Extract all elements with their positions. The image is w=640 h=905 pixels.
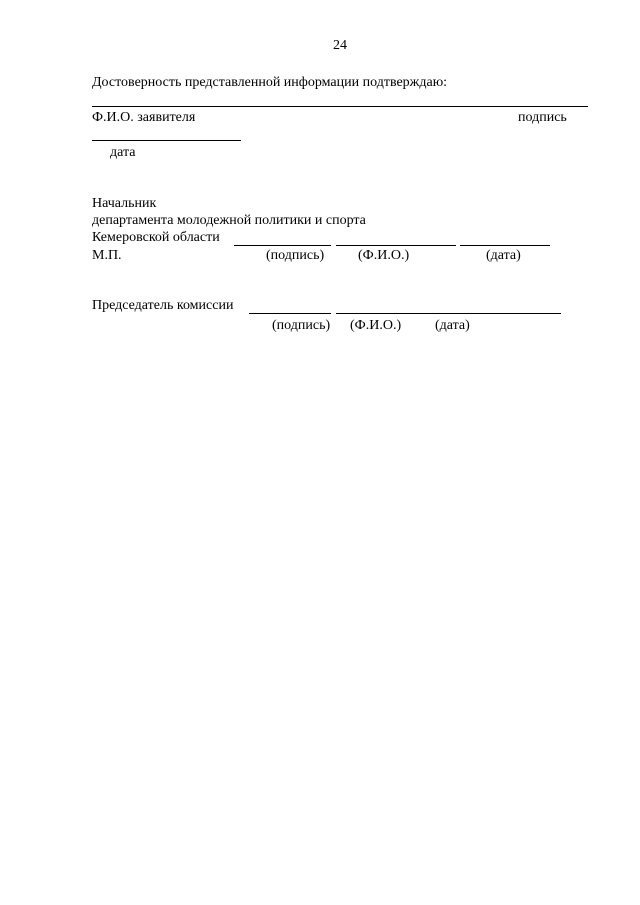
applicant-date-line	[92, 140, 241, 141]
chairman-signature-caption: (подпись)	[272, 318, 331, 333]
chairman-name-caption: (Ф.И.О.)	[350, 318, 402, 333]
applicant-line	[92, 106, 588, 107]
page-number: 24	[333, 38, 347, 53]
head-name-line	[336, 245, 456, 246]
chairman-signature-line	[249, 313, 331, 314]
head-signature-caption: (подпись)	[266, 248, 325, 263]
stamp-label: М.П.	[92, 248, 122, 263]
applicant-name-label: Ф.И.О. заявителя	[92, 110, 196, 125]
head-date-caption: (дата)	[486, 248, 521, 263]
head-title-line1: Начальник	[92, 196, 157, 211]
head-title-line2: департамента молодежной политики и спорта	[92, 213, 366, 228]
chairman-date-caption: (дата)	[435, 318, 470, 333]
chairman-label: Председатель комиссии	[92, 298, 234, 313]
head-name-caption: (Ф.И.О.)	[358, 248, 410, 263]
applicant-date-label: дата	[110, 145, 136, 160]
chairman-name-date-line	[336, 313, 561, 314]
head-date-line	[460, 245, 550, 246]
head-title-line3: Кемеровской области	[92, 230, 220, 245]
applicant-signature-label: подпись	[518, 110, 567, 125]
confirmation-statement: Достоверность представленной информации подтверждаю:	[92, 75, 448, 90]
head-signature-line	[234, 245, 331, 246]
